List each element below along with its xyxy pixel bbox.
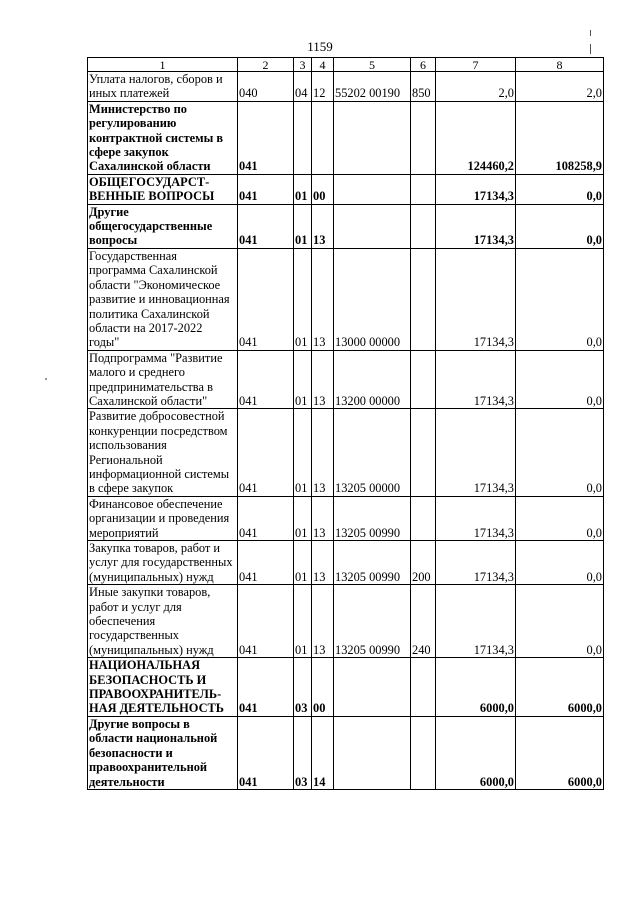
table-row <box>88 585 604 658</box>
amount-col7-cell: 17134,3 <box>436 350 516 409</box>
scan-edge-mark <box>590 44 591 54</box>
amount-col8-cell: 2,0 <box>516 72 604 102</box>
row-name-cell: Другие вопросы в области национальной безопасности и правоохранительной деятельности <box>88 716 238 789</box>
subsection-code-cell <box>312 101 334 174</box>
table-row <box>88 658 604 717</box>
row-name-cell: Подпрограмма "Развитие малого и среднего предпринимательства в Сахалинской области" <box>88 350 238 409</box>
amount-col7-cell: 6000,0 <box>436 658 516 717</box>
subsection-code-cell: 14 <box>312 716 334 789</box>
section-code-cell: 01 <box>294 350 312 409</box>
expense-type-cell <box>411 101 436 174</box>
budget-table <box>87 57 604 790</box>
ministry-code-cell: 041 <box>238 658 294 717</box>
subsection-code-cell: 13 <box>312 204 334 248</box>
row-name-cell: Уплата налогов, сборов и иных платежей <box>88 72 238 102</box>
table-row <box>88 101 604 174</box>
ministry-code-cell: 041 <box>238 350 294 409</box>
subsection-code-cell: 12 <box>312 72 334 102</box>
column-header: 8 <box>516 58 604 72</box>
row-name-cell: Государственная программа Сахалинской области "Экономическое развитие и инновационная политика Сахалинской области на 2017-2022 годы" <box>88 248 238 350</box>
subsection-code-cell: 13 <box>312 541 334 585</box>
section-code-cell: 01 <box>294 204 312 248</box>
section-code-cell: 01 <box>294 174 312 204</box>
ministry-code-cell: 041 <box>238 248 294 350</box>
subsection-code-cell: 13 <box>312 585 334 658</box>
target-article-cell: 13000 00000 <box>334 248 411 350</box>
target-article-cell: 55202 00190 <box>334 72 411 102</box>
amount-col7-cell: 17134,3 <box>436 496 516 540</box>
expense-type-cell <box>411 248 436 350</box>
row-name-cell: Другие общегосударственные вопросы <box>88 204 238 248</box>
ministry-code-cell: 041 <box>238 409 294 496</box>
section-code-cell: 01 <box>294 409 312 496</box>
amount-col8-cell: 0,0 <box>516 174 604 204</box>
subsection-code-cell: 00 <box>312 174 334 204</box>
amount-col8-cell: 0,0 <box>516 204 604 248</box>
expense-type-cell: 200 <box>411 541 436 585</box>
amount-col8-cell: 108258,9 <box>516 101 604 174</box>
section-code-cell: 01 <box>294 541 312 585</box>
amount-col8-cell: 0,0 <box>516 350 604 409</box>
table-row <box>88 716 604 789</box>
table-row <box>88 174 604 204</box>
section-code-cell: 01 <box>294 248 312 350</box>
row-name-cell: ОБЩЕГОСУДАРСТ- ВЕННЫЕ ВОПРОСЫ <box>88 174 238 204</box>
amount-col7-cell: 17134,3 <box>436 409 516 496</box>
ministry-code-cell: 041 <box>238 585 294 658</box>
section-code-cell: 03 <box>294 658 312 717</box>
table-row <box>88 248 604 350</box>
subsection-code-cell: 00 <box>312 658 334 717</box>
table-row <box>88 350 604 409</box>
column-header: 7 <box>436 58 516 72</box>
target-article-cell <box>334 716 411 789</box>
ministry-code-cell: 041 <box>238 496 294 540</box>
target-article-cell <box>334 658 411 717</box>
section-code-cell: 01 <box>294 496 312 540</box>
expense-type-cell: 240 <box>411 585 436 658</box>
table-header-row <box>88 58 604 72</box>
target-article-cell: 13205 00990 <box>334 496 411 540</box>
scan-speck <box>45 378 47 380</box>
amount-col7-cell: 17134,3 <box>436 204 516 248</box>
section-code-cell: 04 <box>294 72 312 102</box>
table-row <box>88 72 604 102</box>
expense-type-cell <box>411 350 436 409</box>
amount-col8-cell: 0,0 <box>516 585 604 658</box>
amount-col7-cell: 6000,0 <box>436 716 516 789</box>
page-number: 1159 <box>307 39 333 54</box>
ministry-code-cell: 041 <box>238 204 294 248</box>
subsection-code-cell: 13 <box>312 409 334 496</box>
ministry-code-cell: 041 <box>238 174 294 204</box>
amount-col7-cell: 17134,3 <box>436 174 516 204</box>
expense-type-cell <box>411 204 436 248</box>
amount-col8-cell: 0,0 <box>516 409 604 496</box>
ministry-code-cell: 041 <box>238 101 294 174</box>
column-header: 5 <box>334 58 411 72</box>
target-article-cell: 13205 00000 <box>334 409 411 496</box>
column-header: 2 <box>238 58 294 72</box>
amount-col8-cell: 0,0 <box>516 248 604 350</box>
table-row <box>88 496 604 540</box>
amount-col8-cell: 0,0 <box>516 496 604 540</box>
ministry-code-cell: 041 <box>238 716 294 789</box>
column-header: 1 <box>88 58 238 72</box>
column-header: 6 <box>411 58 436 72</box>
amount-col7-cell: 124460,2 <box>436 101 516 174</box>
section-code-cell: 01 <box>294 585 312 658</box>
amount-col8-cell: 6000,0 <box>516 716 604 789</box>
section-code-cell <box>294 101 312 174</box>
amount-col7-cell: 17134,3 <box>436 585 516 658</box>
amount-col7-cell: 17134,3 <box>436 541 516 585</box>
target-article-cell <box>334 174 411 204</box>
table-row <box>88 541 604 585</box>
table-row <box>88 409 604 496</box>
ministry-code-cell: 040 <box>238 72 294 102</box>
expense-type-cell <box>411 409 436 496</box>
ministry-code-cell: 041 <box>238 541 294 585</box>
amount-col8-cell: 0,0 <box>516 541 604 585</box>
expense-type-cell <box>411 658 436 717</box>
expense-type-cell <box>411 716 436 789</box>
target-article-cell: 13200 00000 <box>334 350 411 409</box>
expense-type-cell: 850 <box>411 72 436 102</box>
target-article-cell: 13205 00990 <box>334 541 411 585</box>
amount-col7-cell: 17134,3 <box>436 248 516 350</box>
target-article-cell <box>334 101 411 174</box>
expense-type-cell <box>411 496 436 540</box>
subsection-code-cell: 13 <box>312 496 334 540</box>
subsection-code-cell: 13 <box>312 350 334 409</box>
section-code-cell: 03 <box>294 716 312 789</box>
row-name-cell: Финансовое обеспечение организации и проведения мероприятий <box>88 496 238 540</box>
target-article-cell <box>334 204 411 248</box>
row-name-cell: Закупка товаров, работ и услуг для государственных (муниципальных) нужд <box>88 541 238 585</box>
column-header: 3 <box>294 58 312 72</box>
row-name-cell: Иные закупки товаров, работ и услуг для обеспечения государственных (муниципальных) нужд <box>88 585 238 658</box>
column-header: 4 <box>312 58 334 72</box>
scan-edge-mark <box>590 30 591 36</box>
target-article-cell: 13205 00990 <box>334 585 411 658</box>
amount-col7-cell: 2,0 <box>436 72 516 102</box>
row-name-cell: Министерство по регулированию контрактной системы в сфере закупок Сахалинской области <box>88 101 238 174</box>
amount-col8-cell: 6000,0 <box>516 658 604 717</box>
subsection-code-cell: 13 <box>312 248 334 350</box>
table-row <box>88 204 604 248</box>
expense-type-cell <box>411 174 436 204</box>
row-name-cell: НАЦИОНАЛЬНАЯ БЕЗОПАСНОСТЬ И ПРАВООХРАНИТЕЛЬ- НАЯ ДЕЯТЕЛЬНОСТЬ <box>88 658 238 717</box>
row-name-cell: Развитие добросовестной конкуренции посредством использования Региональной информационной системы в сфере закупок <box>88 409 238 496</box>
